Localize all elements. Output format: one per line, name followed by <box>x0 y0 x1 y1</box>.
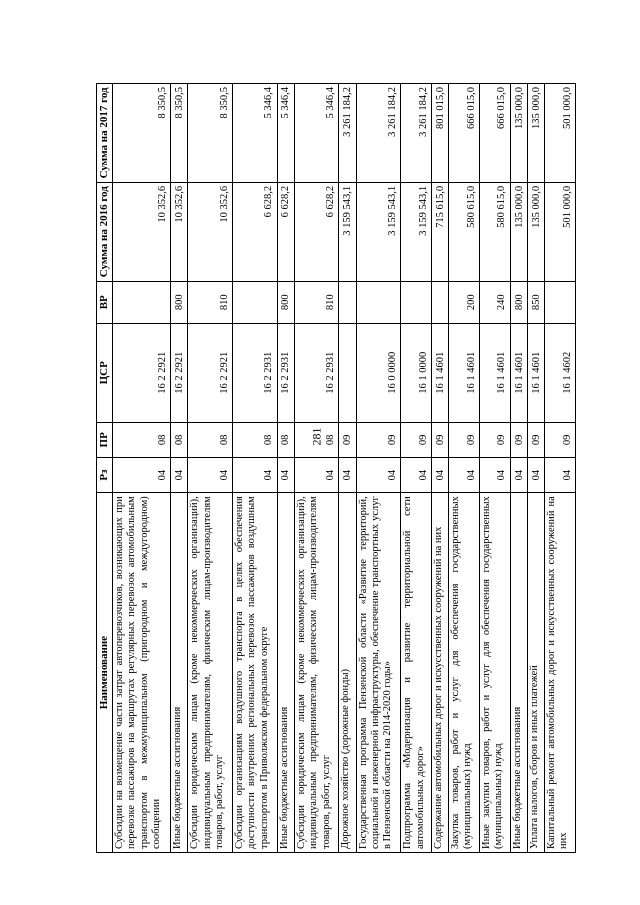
header-vr: ВР <box>97 281 113 323</box>
cell-name: Иные бюджетные ассигнования <box>510 493 527 853</box>
table-row <box>449 84 480 853</box>
page-number: 281 <box>309 427 324 446</box>
cell-csr: 16 2 2931 <box>294 323 339 422</box>
cell-sum-2017: 135 000,0 <box>510 84 527 183</box>
cell-rz: 04 <box>233 457 278 492</box>
budget-table <box>96 83 576 853</box>
cell-name: Субсидии юридическим лицам (кроме некоммерческих организаций), индивидуальным предпринимателям, физическим лицам-производителям товаров, работ, услуг <box>188 493 233 853</box>
cell-sum-2016: 3 159 543,1 <box>339 182 356 281</box>
cell-csr: 16 1 4601 <box>449 323 480 422</box>
cell-rz: 04 <box>356 457 401 492</box>
cell-sum-2017: 3 261 184,2 <box>339 84 356 183</box>
table-row <box>233 84 278 853</box>
cell-name: Субсидии на возмещение части затрат автоперевозчиков, возникающих при перевозке пассажиров на маршрутах регулярных перевозок автомобильным транспортом в межмуниципальном (пригородном и междугородном) сообщении <box>112 493 170 853</box>
table-row <box>510 84 527 853</box>
cell-vr: 200 <box>449 281 480 323</box>
table-row <box>171 84 188 853</box>
cell-csr: 16 2 2931 <box>277 323 294 422</box>
cell-csr: 16 1 4601 <box>510 323 527 422</box>
table-row <box>339 84 356 853</box>
cell-sum-2017: 8 350,5 <box>188 84 233 183</box>
cell-sum-2016: 6 628,2 <box>233 182 278 281</box>
table-row <box>401 84 432 853</box>
cell-vr: 810 <box>188 281 233 323</box>
header-pr: ПР <box>97 422 113 457</box>
cell-rz: 04 <box>479 457 510 492</box>
cell-pr: 09 <box>510 422 527 457</box>
cell-rz: 04 <box>188 457 233 492</box>
cell-name: Государственная программа Пензенской области «Развитие территорий, социальной и инженерной инфраструктуры, обеспечение транспортных услуг в Пензенской области на 2014-2020 годы» <box>356 493 401 853</box>
cell-vr: 240 <box>479 281 510 323</box>
cell-vr <box>401 281 432 323</box>
cell-sum-2016: 6 628,2 <box>277 182 294 281</box>
cell-pr: 09 <box>479 422 510 457</box>
cell-name: Субсидии юридическим лицам (кроме некоммерческих организаций), индивидуальным предпринимателям, физическим лицам-производителям товаров, работ, услуг <box>294 493 339 853</box>
cell-sum-2016: 10 352,6 <box>112 182 170 281</box>
cell-sum-2016: 715 615,0 <box>432 182 449 281</box>
table-row <box>356 84 401 853</box>
cell-rz: 04 <box>432 457 449 492</box>
cell-rz: 04 <box>112 457 170 492</box>
cell-csr: 16 1 4601 <box>527 323 544 422</box>
cell-pr: 08 <box>112 422 170 457</box>
cell-csr: 16 0 0000 <box>356 323 401 422</box>
cell-sum-2016: 135 000,0 <box>510 182 527 281</box>
cell-rz: 04 <box>294 457 339 492</box>
header-rz: Рз <box>97 457 113 492</box>
cell-sum-2017: 5 346,4 <box>294 84 339 183</box>
cell-sum-2017: 8 350,5 <box>171 84 188 183</box>
cell-sum-2016: 6 628,2 <box>294 182 339 281</box>
cell-sum-2017: 666 015,0 <box>449 84 480 183</box>
cell-sum-2017: 8 350,5 <box>112 84 170 183</box>
cell-sum-2016: 10 352,6 <box>188 182 233 281</box>
cell-sum-2016: 135 000,0 <box>527 182 544 281</box>
rotated-table-container <box>96 83 576 853</box>
cell-pr: 09 <box>356 422 401 457</box>
cell-rz: 04 <box>339 457 356 492</box>
cell-pr: 09 <box>449 422 480 457</box>
cell-name: Дорожное хозяйство (дорожные фонды) <box>339 493 356 853</box>
cell-csr: 16 2 2931 <box>233 323 278 422</box>
cell-name: Субсидии организациям воздушного транспорта в целях обеспечения доступности внутренних региональных перевозок пассажиров воздушным транспортом в Приволжском федеральном округе <box>233 493 278 853</box>
cell-pr: 09 <box>545 422 576 457</box>
cell-vr: 850 <box>527 281 544 323</box>
cell-sum-2016: 10 352,6 <box>171 182 188 281</box>
cell-rz: 04 <box>449 457 480 492</box>
cell-sum-2016: 580 615,0 <box>479 182 510 281</box>
cell-vr: 800 <box>171 281 188 323</box>
cell-sum-2017: 5 346,4 <box>277 84 294 183</box>
cell-rz: 04 <box>527 457 544 492</box>
cell-csr: 16 1 4601 <box>479 323 510 422</box>
cell-name: Подпрограмма «Модернизация и развитие территориальной сети автомобильных дорог» <box>401 493 432 853</box>
cell-sum-2017: 501 000,0 <box>545 84 576 183</box>
table-row <box>527 84 544 853</box>
cell-name: Содержание автомобильных дорог и искусственных сооружений на них <box>432 493 449 853</box>
table-row <box>294 84 339 853</box>
cell-csr: 16 2 2921 <box>112 323 170 422</box>
table-row <box>112 84 170 853</box>
cell-rz: 04 <box>401 457 432 492</box>
cell-name: Иные бюджетные ассигнования <box>171 493 188 853</box>
cell-csr: 16 2 2921 <box>171 323 188 422</box>
table-row <box>277 84 294 853</box>
cell-sum-2017: 3 261 184,2 <box>401 84 432 183</box>
cell-rz: 04 <box>171 457 188 492</box>
cell-vr <box>339 281 356 323</box>
cell-name: Капитальный ремонт автомобильных дорог и искусственных сооружений на них <box>545 493 576 853</box>
cell-name: Иные бюджетные ассигнования <box>277 493 294 853</box>
cell-csr: 16 2 2921 <box>188 323 233 422</box>
cell-csr: 16 1 4601 <box>432 323 449 422</box>
cell-sum-2017: 135 000,0 <box>527 84 544 183</box>
header-csr: ЦСР <box>97 323 113 422</box>
table-row <box>188 84 233 853</box>
table-header-row <box>97 84 113 853</box>
cell-pr: 08 <box>277 422 294 457</box>
cell-sum-2016: 501 000,0 <box>545 182 576 281</box>
cell-vr: 800 <box>277 281 294 323</box>
cell-pr: 08 <box>171 422 188 457</box>
cell-sum-2017: 5 346,4 <box>233 84 278 183</box>
cell-sum-2016: 3 159 543,1 <box>401 182 432 281</box>
cell-pr: 09 <box>527 422 544 457</box>
cell-name: Закупка товаров, работ и услуг для обеспечения государственных (муниципальных) нужд <box>449 493 480 853</box>
cell-pr: 08 <box>233 422 278 457</box>
cell-sum-2016: 580 615,0 <box>449 182 480 281</box>
cell-rz: 04 <box>545 457 576 492</box>
cell-csr: 16 1 0000 <box>401 323 432 422</box>
cell-csr <box>339 323 356 422</box>
table-row <box>545 84 576 853</box>
cell-name: Уплата налогов, сборов и иных платежей <box>527 493 544 853</box>
cell-name: Иные закупки товаров, работ и услуг для обеспечения государственных (муниципальных) нужд <box>479 493 510 853</box>
cell-pr: 09 <box>339 422 356 457</box>
header-sum-2017: Сумма на 2017 год <box>97 84 113 183</box>
cell-rz: 04 <box>277 457 294 492</box>
cell-vr <box>233 281 278 323</box>
cell-vr <box>112 281 170 323</box>
cell-sum-2016: 3 159 543,1 <box>356 182 401 281</box>
cell-pr: 08 <box>294 422 339 457</box>
cell-pr: 09 <box>401 422 432 457</box>
cell-rz: 04 <box>510 457 527 492</box>
cell-vr <box>432 281 449 323</box>
table-row <box>479 84 510 853</box>
cell-sum-2017: 3 261 184,2 <box>356 84 401 183</box>
cell-sum-2017: 801 015,0 <box>432 84 449 183</box>
header-name: Наименование <box>97 493 113 853</box>
cell-pr: 09 <box>432 422 449 457</box>
cell-vr <box>545 281 576 323</box>
header-sum-2016: Сумма на 2016 год <box>97 182 113 281</box>
cell-sum-2017: 666 015,0 <box>479 84 510 183</box>
table-row <box>432 84 449 853</box>
cell-vr: 800 <box>510 281 527 323</box>
cell-vr <box>356 281 401 323</box>
cell-pr: 08 <box>188 422 233 457</box>
cell-vr: 810 <box>294 281 339 323</box>
cell-csr: 16 1 4602 <box>545 323 576 422</box>
